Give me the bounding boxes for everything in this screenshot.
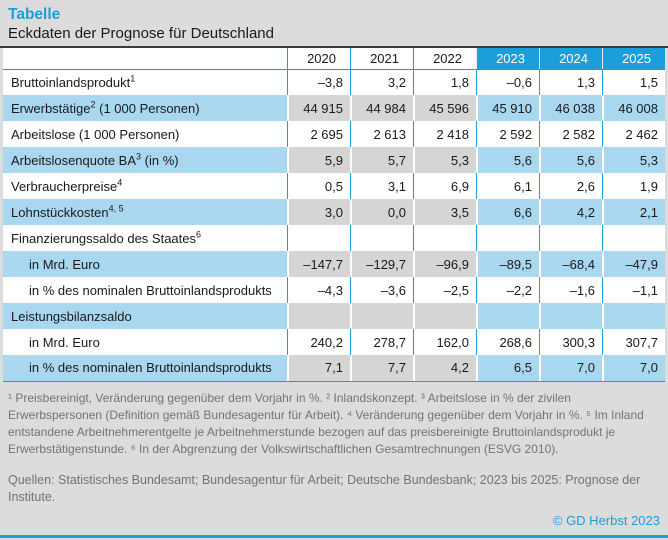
footnotes: ¹ Preisbereinigt, Veränderung gegenüber dem Vorjahr in %. ² Inlandskonzept. ³ Arbeitslose in % der zivilen Erwerbspersonen (Definition gemäß Bundesagentur für Arbeit). ⁴ Veränderung gegenüber dem Vorjahr in %. ⁵ Im Inland entstandene Arbeitnehmerentgelte je Arbeitnehmerstunde bezogen auf das preisbereinigte Bruttoinlandsprodukt je Erwerbstätigenstunde. ⁶ In der Abgrenzung der Volkswirtschaftlichen Gesamtrechnungen (ESVG 2010). xyxy=(8,390,644,456)
value-cell: 1,3 xyxy=(539,69,602,95)
value-cell: 3,1 xyxy=(350,173,413,199)
row-label-cell: in % des nominalen Bruttoinlandsprodukts xyxy=(3,277,287,303)
row-label-cell: Verbraucherpreise$^4$ xyxy=(3,173,287,199)
forecast-table xyxy=(3,48,665,382)
value-cell: –96,9 xyxy=(413,251,476,277)
table-row xyxy=(3,303,665,329)
value-cell: –3,6 xyxy=(350,277,413,303)
value-cell: –4,3 xyxy=(287,277,350,303)
row-label-cell: Arbeitslose (1 000 Personen) xyxy=(3,121,287,147)
value-cell: –129,7 xyxy=(350,251,413,277)
value-cell: 3,5 xyxy=(413,199,476,225)
table-row xyxy=(3,225,665,251)
value-cell xyxy=(413,303,476,329)
row-label-cell: Erwerbstätige$^2$ (1 000 Personen) xyxy=(3,95,287,121)
value-cell: 2 462 xyxy=(602,121,665,147)
row-label-cell: Leistungsbilanzsaldo xyxy=(3,303,287,329)
value-cell: 278,7 xyxy=(350,329,413,355)
value-cell: –0,6 xyxy=(476,69,539,95)
table-header-row xyxy=(3,48,665,69)
value-cell: 4,2 xyxy=(539,199,602,225)
value-cell: 3,2 xyxy=(350,69,413,95)
value-cell: 2 582 xyxy=(539,121,602,147)
row-label-cell: Arbeitslosenquote $BA^3$ (in %) xyxy=(3,147,287,173)
value-cell xyxy=(476,303,539,329)
value-cell: 7,0 xyxy=(602,355,665,381)
value-cell: 1,8 xyxy=(413,69,476,95)
row-label-cell: Finanzierungssaldo des Staates$^6$ xyxy=(3,225,287,251)
value-cell xyxy=(539,303,602,329)
value-cell: –89,5 xyxy=(476,251,539,277)
table-row xyxy=(3,173,665,199)
value-cell: 240,2 xyxy=(287,329,350,355)
value-cell: 2 592 xyxy=(476,121,539,147)
value-cell: 2 695 xyxy=(287,121,350,147)
sources: Quellen: Statistisches Bundesamt; Bundesagentur für Arbeit; Deutsche Bundesbank; 2023 bis 2025: Prognose der Institute. xyxy=(8,472,641,504)
value-cell: 0,0 xyxy=(350,199,413,225)
value-cell: –1,6 xyxy=(539,277,602,303)
value-cell: 3,0 xyxy=(287,199,350,225)
row-label-cell: Lohnstückkosten$^{4, 5}$ xyxy=(3,199,287,225)
value-cell: –147,7 xyxy=(287,251,350,277)
value-cell: 5,9 xyxy=(287,147,350,173)
value-cell xyxy=(476,225,539,251)
value-cell: –3,8 xyxy=(287,69,350,95)
table-row xyxy=(3,277,665,303)
page-subtitle: Eckdaten der Prognose für Deutschland xyxy=(8,25,274,42)
value-cell: 4,2 xyxy=(413,355,476,381)
table-row xyxy=(3,121,665,147)
header-label-cell xyxy=(3,48,287,69)
value-cell: 2 613 xyxy=(350,121,413,147)
page-title: Tabelle xyxy=(8,6,61,23)
value-cell: 268,6 xyxy=(476,329,539,355)
value-cell: 5,6 xyxy=(539,147,602,173)
value-cell xyxy=(602,225,665,251)
value-cell: 6,5 xyxy=(476,355,539,381)
value-cell: 44 915 xyxy=(287,95,350,121)
page-header xyxy=(0,0,668,43)
value-cell: 1,9 xyxy=(602,173,665,199)
table-row xyxy=(3,251,665,277)
value-cell: 5,3 xyxy=(413,147,476,173)
value-cell: 6,6 xyxy=(476,199,539,225)
copyright: © GD Herbst 2023 xyxy=(552,513,660,528)
value-cell: 5,3 xyxy=(602,147,665,173)
row-label-cell: Bruttoinlandsprodukt$^1$ xyxy=(3,69,287,95)
value-cell xyxy=(350,225,413,251)
value-cell xyxy=(350,303,413,329)
value-cell xyxy=(602,303,665,329)
value-cell: 5,7 xyxy=(350,147,413,173)
value-cell: –47,9 xyxy=(602,251,665,277)
value-cell: 5,6 xyxy=(476,147,539,173)
value-cell xyxy=(287,225,350,251)
value-cell: 2,1 xyxy=(602,199,665,225)
value-cell: 46 038 xyxy=(539,95,602,121)
value-cell: 2,6 xyxy=(539,173,602,199)
year-header-2021: 2021 xyxy=(350,48,413,69)
value-cell xyxy=(413,225,476,251)
value-cell: 1,5 xyxy=(602,69,665,95)
row-label-cell: in Mrd. Euro xyxy=(3,251,287,277)
value-cell: 7,7 xyxy=(350,355,413,381)
value-cell: 0,5 xyxy=(287,173,350,199)
value-cell: 7,1 xyxy=(287,355,350,381)
row-label-cell: in % des nominalen Bruttoinlandsprodukts xyxy=(3,355,287,381)
value-cell: 6,9 xyxy=(413,173,476,199)
year-header-2020: 2020 xyxy=(287,48,350,69)
value-cell: 2 418 xyxy=(413,121,476,147)
value-cell xyxy=(287,303,350,329)
table-row xyxy=(3,69,665,95)
value-cell xyxy=(539,225,602,251)
value-cell: –1,1 xyxy=(602,277,665,303)
table-row xyxy=(3,329,665,355)
value-cell: 46 008 xyxy=(602,95,665,121)
table-row xyxy=(3,355,665,381)
value-cell: 307,7 xyxy=(602,329,665,355)
table-row xyxy=(3,199,665,225)
table-row xyxy=(3,147,665,173)
year-header-2024: 2024 xyxy=(539,48,602,69)
table-row xyxy=(3,95,665,121)
value-cell: –2,5 xyxy=(413,277,476,303)
value-cell: 162,0 xyxy=(413,329,476,355)
value-cell: 7,0 xyxy=(539,355,602,381)
year-header-2023: 2023 xyxy=(476,48,539,69)
value-cell: 45 596 xyxy=(413,95,476,121)
value-cell: 6,1 xyxy=(476,173,539,199)
value-cell: –68,4 xyxy=(539,251,602,277)
value-cell: 300,3 xyxy=(539,329,602,355)
row-label-cell: in Mrd. Euro xyxy=(3,329,287,355)
year-header-2022: 2022 xyxy=(413,48,476,69)
table-body xyxy=(3,69,665,381)
year-header-2025: 2025 xyxy=(602,48,665,69)
bottom-rule xyxy=(0,535,668,538)
value-cell: –2,2 xyxy=(476,277,539,303)
value-cell: 45 910 xyxy=(476,95,539,121)
value-cell: 44 984 xyxy=(350,95,413,121)
